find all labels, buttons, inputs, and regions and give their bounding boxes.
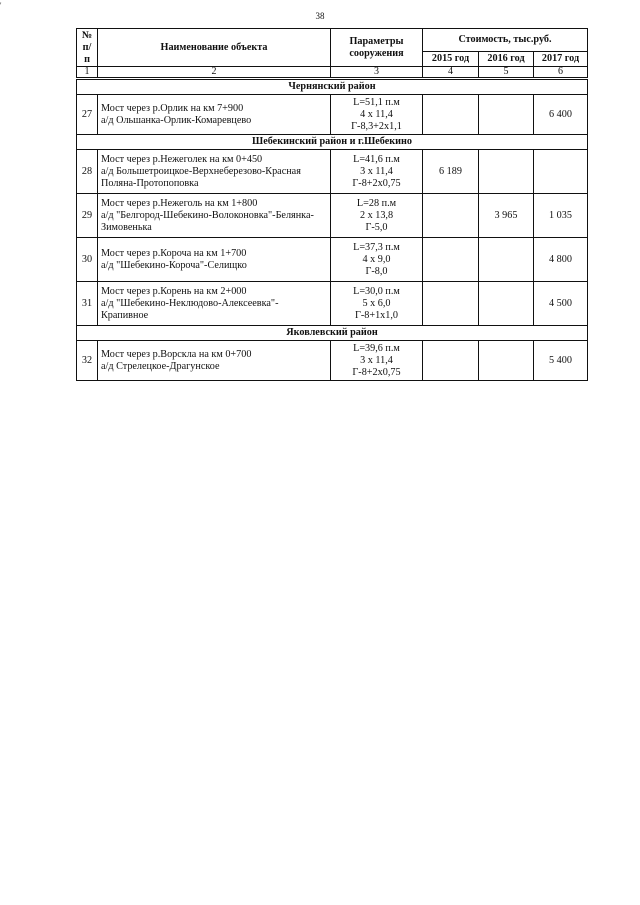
- cost-2017: 6 400: [534, 95, 588, 135]
- cost-2015: [423, 95, 479, 135]
- object-name-line: а/д Стрелецкое-Драгунское: [101, 360, 220, 372]
- param-length: L=41,6 п.м: [353, 153, 400, 165]
- cost-2016: [479, 95, 534, 135]
- cost-2016: [479, 238, 534, 282]
- param-gauge: Г-8+1х1,0: [354, 309, 399, 321]
- cost-2017: 4 500: [534, 282, 588, 326]
- table-row: [77, 282, 588, 326]
- header-num: № п/п: [77, 29, 98, 67]
- row-number: 27: [77, 95, 98, 135]
- table-row: [77, 95, 588, 135]
- param-length: L=30,0 п.м: [353, 285, 400, 297]
- object-params: [331, 150, 423, 194]
- object-name: [98, 150, 331, 194]
- cost-2017: 4 800: [534, 238, 588, 282]
- param-gauge: Г-8+2х0,75: [352, 177, 401, 189]
- object-name-line: Мост через р.Ворскла на км 0+700: [101, 348, 252, 360]
- param-spans: 5 х 6,0: [362, 297, 391, 309]
- cost-2015: 6 189: [423, 150, 479, 194]
- object-name-line: Мост через р.Короча на км 1+700: [101, 247, 247, 259]
- cost-2017: 5 400: [534, 341, 588, 381]
- column-number: 3: [331, 67, 423, 79]
- row-number: 30: [77, 238, 98, 282]
- param-gauge: Г-8+2х0,75: [352, 366, 401, 378]
- cost-2016: 3 965: [479, 194, 534, 238]
- param-spans: 4 х 9,0: [362, 253, 391, 265]
- param-spans: 4 х 11,4: [360, 108, 393, 120]
- header-year-2016: 2016 год: [479, 52, 534, 67]
- region-row: [77, 135, 588, 150]
- param-length: L=51,1 п.м: [353, 96, 400, 108]
- header-cost: Стоимость, тыс.руб.: [423, 29, 588, 52]
- column-number: 5: [479, 67, 534, 79]
- object-name-line: а/д Большетроицкое-Верхнеберезово-Красная: [101, 165, 301, 177]
- object-name-line: Мост через р.Корень на км 2+000: [101, 285, 247, 297]
- object-params: [331, 194, 423, 238]
- object-params: [331, 95, 423, 135]
- row-number: 31: [77, 282, 98, 326]
- object-name-line: а/д "Белгород-Шебекино-Волоконовка"-Белянка-: [101, 209, 314, 221]
- object-name-line: Зимовенька: [101, 221, 152, 233]
- object-name-line: Мост через р.Нежеголек на км 0+450: [101, 153, 263, 165]
- cost-2016: [479, 282, 534, 326]
- column-number: 6: [534, 67, 588, 79]
- object-name-line: а/д "Шебекино-Короча"-Селищко: [101, 259, 247, 271]
- header-params: Параметры сооружения: [331, 29, 423, 67]
- cost-2015: [423, 238, 479, 282]
- object-name-line: а/д "Шебекино-Неклюдово-Алексеевка"-: [101, 297, 279, 309]
- column-numbers-row: [77, 67, 588, 79]
- objects-cost-table: [76, 28, 588, 381]
- object-name: [98, 95, 331, 135]
- object-name-line: Мост через р.Нежеголь на км 1+800: [101, 197, 258, 209]
- param-gauge: Г-8,3+2х1,1: [351, 120, 402, 132]
- param-spans: 3 х 11,4: [360, 165, 393, 177]
- cost-2017: 1 035: [534, 194, 588, 238]
- param-spans: 3 х 11,4: [360, 354, 393, 366]
- column-number: 1: [77, 67, 98, 79]
- header-year-2015: 2015 год: [423, 52, 479, 67]
- cost-2015: [423, 194, 479, 238]
- object-name-line: Мост через р.Орлик на км 7+900: [101, 102, 244, 114]
- region-title: Чернянский район: [77, 79, 588, 95]
- row-number: 32: [77, 341, 98, 381]
- table-row: [77, 341, 588, 381]
- param-length: L=39,6 п.м: [353, 342, 400, 354]
- object-name: [98, 238, 331, 282]
- region-row: [77, 326, 588, 341]
- column-number: 2: [98, 67, 331, 79]
- object-params: [331, 238, 423, 282]
- table-row: [77, 194, 588, 238]
- object-name-line: Поляна-Протопоповка: [101, 177, 199, 189]
- cost-2016: [479, 341, 534, 381]
- object-params: [331, 341, 423, 381]
- column-number: 4: [423, 67, 479, 79]
- object-name-line: а/д Ольшанка-Орлик-Комаревцево: [101, 114, 252, 126]
- cost-2015: [423, 341, 479, 381]
- row-number: 28: [77, 150, 98, 194]
- region-title: Яковлевский район: [77, 326, 588, 341]
- object-name: [98, 341, 331, 381]
- param-gauge: Г-8,0: [365, 265, 388, 277]
- param-length: L=28 п.м: [356, 197, 397, 209]
- table-row: [77, 150, 588, 194]
- object-params: [331, 282, 423, 326]
- cost-2015: [423, 282, 479, 326]
- header-year-2017: 2017 год: [534, 52, 588, 67]
- row-number: 29: [77, 194, 98, 238]
- cost-2016: [479, 150, 534, 194]
- page-number: 38: [315, 11, 325, 21]
- object-name: [98, 194, 331, 238]
- header-name: Наименование объекта: [98, 29, 331, 67]
- table-body: [77, 79, 588, 381]
- region-title: Шебекинский район и г.Шебекино: [77, 135, 588, 150]
- object-name: [98, 282, 331, 326]
- param-length: L=37,3 п.м: [353, 241, 400, 253]
- edge-mark: ': [0, 1, 2, 10]
- region-row: [77, 79, 588, 95]
- table-row: [77, 238, 588, 282]
- param-gauge: Г-5,0: [365, 221, 388, 233]
- object-name-line: Крапивное: [101, 309, 149, 321]
- param-spans: 2 х 13,8: [359, 209, 394, 221]
- cost-2017: [534, 150, 588, 194]
